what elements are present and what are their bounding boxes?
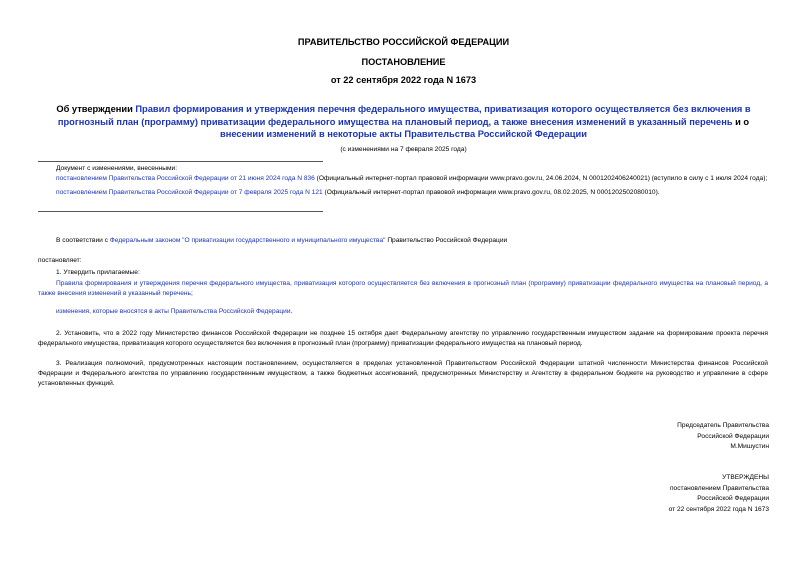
document-title (40, 103, 767, 141)
legal-basis (38, 236, 768, 246)
approved-block (669, 473, 769, 515)
changes-block (38, 164, 768, 198)
basis-law-link[interactable]: Федеральным законом "О приватизации государственного и муниципального имущества" (109, 237, 386, 244)
edition-note: (с изменениями на 7 февраля 2025 года) (340, 146, 467, 153)
item-2: 2. Установить, что в 2022 году Министерство финансов Российской Федерации не позднее 15 октября дает Федеральному агентству по управлению государственным имуществом задание на формирование проекта перечня федерального имущества, приватизация которого осуществляется без включения в прогнозный план (программу) приватизации федерального имущества на плановый период. (38, 330, 768, 347)
changes-item-2-link[interactable]: постановлением Правительства Российской Федерации от 7 февраля 2025 года N 121 (56, 189, 323, 196)
changes-item-1-text: (Официальный интернет-портал правовой информации www.pravo.gov.ru, 24.06.2024, N 0001202406240021) (вступило в силу с 1 июля 2024 года); (314, 175, 768, 182)
government-heading: ПРАВИТЕЛЬСТВО РОССИЙСКОЙ ФЕДЕРАЦИИ (297, 37, 510, 47)
item-1-a (38, 279, 768, 299)
signature-name: М.Мишустин (730, 443, 769, 450)
title-prefix: Об утверждении (56, 104, 136, 114)
approved-line-3: от 22 сентября 2022 года N 1673 (668, 505, 769, 513)
document-type-heading: ПОСТАНОВЛЕНИЕ (361, 57, 446, 67)
item-1-a-link[interactable]: Правила формирования и утверждения перечня федерального имущества, приватизация которого осуществляется без включения в прогнозный план (программу) приватизации федерального имущества на плановый период, а также внесения изменений в указанный перечень (38, 280, 768, 297)
item-1: 1. Утвердить прилагаемые: (56, 269, 140, 276)
item-1-b-link[interactable]: изменения, которые вносятся в акты Правительства Российской Федерации (56, 308, 291, 315)
item-1-b (38, 307, 768, 317)
basis-prefix: В соответствии с (56, 237, 110, 244)
document-date-number: от 22 сентября 2022 года N 1673 (330, 75, 477, 85)
approved-line-2: Российской Федерации (697, 495, 769, 502)
approved-label: УТВЕРЖДЕНЫ (722, 474, 769, 481)
changes-item-1 (38, 174, 768, 184)
divider-bottom (38, 211, 323, 212)
changes-intro: Документ с изменениями, внесенными: (56, 165, 178, 172)
item-1-a-suffix: ; (190, 290, 193, 297)
changes-item-1-link[interactable]: постановлением Правительства Российской Федерации от 21 июня 2024 года N 836 (56, 175, 315, 182)
changes-item-2-text: (Официальный интернет-портал правовой информации www.pravo.gov.ru, 08.02.2025, N 0001202502080010). (322, 189, 660, 196)
approved-line-1: постановлением Правительства (669, 484, 769, 492)
title-link-rules[interactable]: Правил формирования и утверждения перечня федерального имущества, приватизация которого осуществляется без включения в прогнозный план (программу) приватизации федерального имущества на плановый период, а также внесения изменений в указанный перечень (57, 104, 751, 127)
title-middle: и о (732, 116, 750, 127)
signature-block (677, 421, 769, 453)
basis-suffix: Правительство Российской Федерации (385, 237, 508, 244)
signature-position: Председатель Правительства (677, 422, 769, 429)
changes-item-2 (38, 188, 768, 198)
title-link-amendments[interactable]: внесении изменений в некоторые акты Правительства Российской Федерации (220, 129, 587, 139)
item-1-b-suffix: . (290, 308, 293, 315)
divider-top (38, 161, 323, 162)
item-3: 3. Реализация полномочий, предусмотренных настоящим постановлением, осуществляется в пределах установленной Правительством Российской Федерации штатной численности Министерства финансов Российской Федерации и Федерального агентства по управлению государственным имуществом, а также бюджетных ассигнований, предусмотренных Министерству и Агентству в федеральном бюджете на руководство и управление в сфере установленных функций. (38, 360, 768, 387)
signature-org: Российской Федерации (697, 432, 769, 440)
decrees-word: постановляет: (38, 257, 82, 264)
